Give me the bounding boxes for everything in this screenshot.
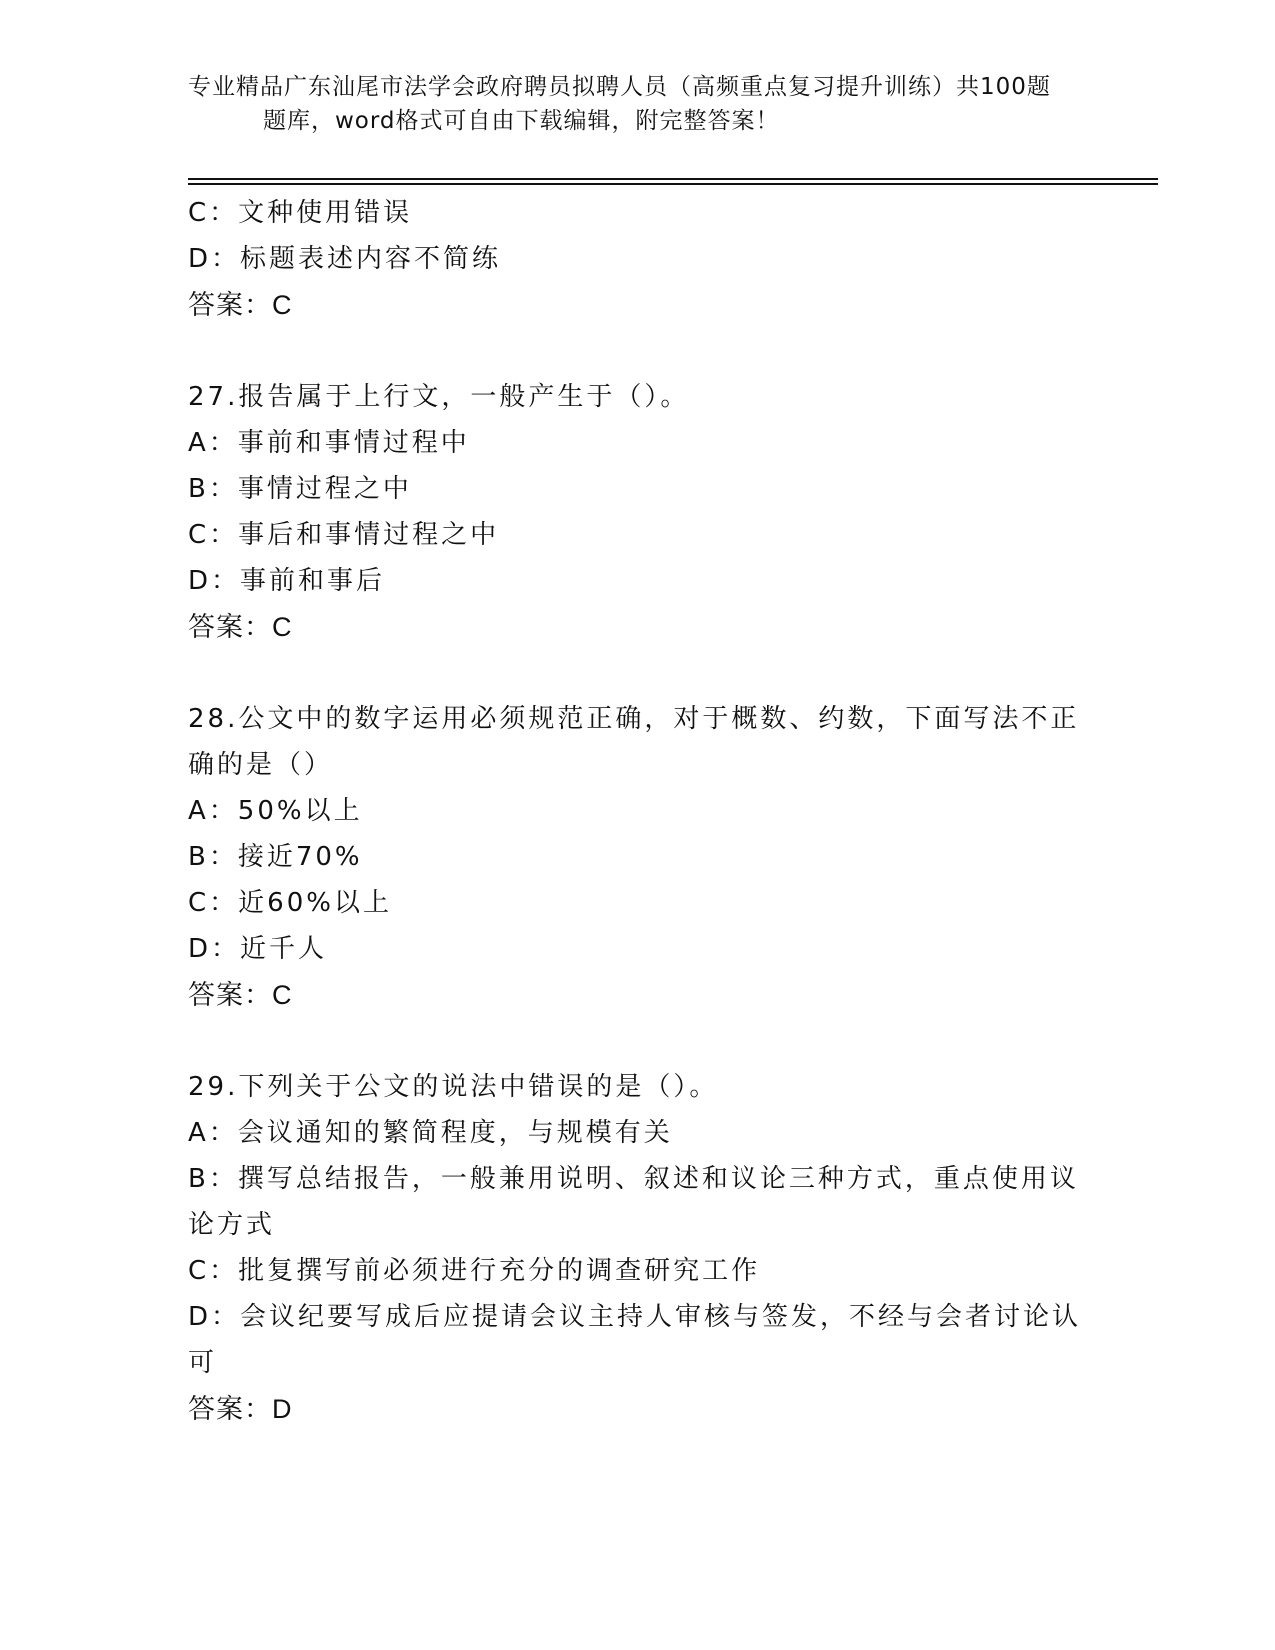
block-spacer xyxy=(188,1018,1088,1064)
document-header xyxy=(188,70,1088,138)
question-block-29 xyxy=(188,1064,1088,1432)
answer-line: 答案：D xyxy=(188,1394,293,1424)
answer-line: 答案：C xyxy=(188,612,293,642)
option-d: D：近千人 xyxy=(188,934,328,964)
option-b: B：接近70% xyxy=(188,842,363,872)
question-text: 27.报告属于上行文，一般产生于（）。 xyxy=(188,382,690,412)
answer-line: 答案：C xyxy=(188,290,293,320)
option-d-continued: 可 xyxy=(188,1348,218,1378)
option-b: B：事情过程之中 xyxy=(188,474,412,504)
question-text: 29.下列关于公文的说法中错误的是（）。 xyxy=(188,1072,719,1102)
header-title-line-2: 题库，word格式可自由下载编辑，附完整答案！ xyxy=(263,108,780,134)
option-a: A：50%以上 xyxy=(188,796,363,826)
answer-line: 答案：C xyxy=(188,980,293,1010)
question-block-28 xyxy=(188,696,1088,1018)
question-text-continued: 确的是（） xyxy=(188,750,334,780)
question-block-27 xyxy=(188,374,1088,650)
option-d: D：会议纪要写成后应提请会议主持人审核与签发，不经与会者讨论认 xyxy=(188,1302,1082,1332)
header-divider-top xyxy=(188,178,1158,180)
option-b: B：撰写总结报告，一般兼用说明、叙述和议论三种方式，重点使用议 xyxy=(188,1164,1079,1194)
question-text: 28.公文中的数字运用必须规范正确，对于概数、约数，下面写法不正 xyxy=(188,704,1080,734)
header-divider-bottom xyxy=(188,183,1158,185)
option-a: A：事前和事情过程中 xyxy=(188,428,470,458)
block-spacer xyxy=(188,650,1088,696)
option-d: D：标题表述内容不简练 xyxy=(188,244,502,274)
option-b-continued: 论方式 xyxy=(188,1210,276,1240)
option-c: C：事后和事情过程之中 xyxy=(188,520,500,550)
option-a: A：会议通知的繁简程度，与规模有关 xyxy=(188,1118,673,1148)
option-c: C：批复撰写前必须进行充分的调查研究工作 xyxy=(188,1256,761,1286)
option-c: C：近60%以上 xyxy=(188,888,392,918)
question-block-26 xyxy=(188,190,1088,328)
option-c: C：文种使用错误 xyxy=(188,198,413,228)
option-d: D：事前和事后 xyxy=(188,566,386,596)
block-spacer xyxy=(188,328,1088,374)
question-list xyxy=(188,190,1088,1432)
header-title-line-1: 专业精品广东汕尾市法学会政府聘员拟聘人员（高频重点复习提升训练）共100题 xyxy=(188,74,1051,100)
